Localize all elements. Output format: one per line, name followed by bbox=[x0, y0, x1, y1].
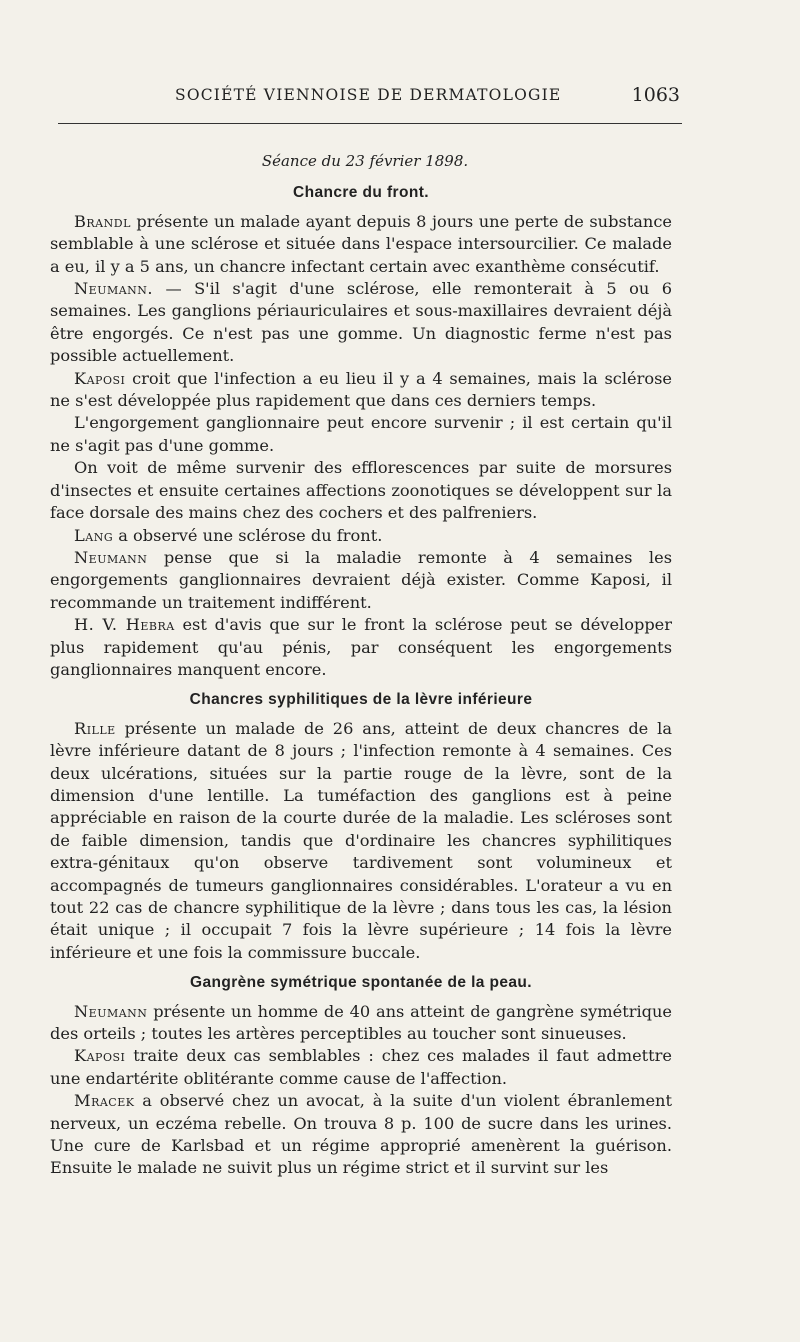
session-date: Séance du 23 février 1898. bbox=[261, 152, 469, 170]
speaker-name: Rille bbox=[74, 718, 116, 738]
paragraph bbox=[50, 1001, 672, 1046]
speaker-name: Neumann bbox=[74, 547, 148, 567]
section-title: Gangrène symétrique spontanée de la peau. bbox=[190, 974, 532, 992]
section-gangrene-symetrique bbox=[50, 972, 672, 1180]
header-rule bbox=[58, 123, 682, 124]
speaker-name: Brandl bbox=[74, 211, 131, 231]
page-content bbox=[50, 150, 672, 1180]
paragraph-text: a observé une sclérose du front. bbox=[113, 525, 383, 545]
speaker-name: Kaposi bbox=[74, 368, 126, 388]
speaker-name: Neumann bbox=[74, 1001, 148, 1021]
section-title: Chancre du front. bbox=[293, 184, 429, 202]
section-title: Chancres syphilitiques de la lèvre inférieure bbox=[189, 691, 533, 709]
paragraph bbox=[50, 547, 672, 614]
paragraph-text: a observé chez un avocat, à la suite d'un violent ébranlement nerveux, un eczéma rebelle. On trouva 8 p. 100 de sucre dans les urines. Une cure de Karlsbad et un régime approprié amenèrent la guérison. Ensuite le malade ne suivit plus un régime strict et il survint sur les bbox=[50, 1091, 672, 1178]
running-title: SOCIÉTÉ VIENNOISE DE DERMATOLOGIE bbox=[175, 86, 562, 104]
paragraph bbox=[50, 1045, 672, 1090]
section-chancres-syphilitiques bbox=[50, 689, 672, 964]
speaker-name: Lang bbox=[74, 525, 114, 545]
paragraph bbox=[50, 718, 672, 964]
paragraph-text: — S'il s'agit d'une sclérose, elle remonterait à 5 ou 6 semaines. Les ganglions périauriculaires et sous-maxillaires devraient déjà être engorgés. Ce n'est pas une gomme. Un diagnostic ferme n'est pas possible actuellement. bbox=[50, 279, 672, 366]
paragraph-text: L'engorgement ganglionnaire peut encore survenir ; il est certain qu'il ne s'agit pas d'une gomme. bbox=[50, 413, 672, 455]
paragraph bbox=[50, 525, 672, 547]
page-number: 1063 bbox=[631, 84, 680, 106]
paragraph bbox=[50, 278, 672, 368]
speaker-name: Mracek bbox=[74, 1091, 135, 1111]
speaker-name: H. V. Hebra bbox=[74, 615, 175, 635]
speaker-name: Kaposi bbox=[74, 1046, 126, 1066]
section-chancre-du-front bbox=[50, 182, 672, 681]
paragraph-text: croit que l'infection a eu lieu il y a 4 semaines, mais la sclérose ne s'est développée plus rapidement que dans ces derniers temps. bbox=[50, 368, 672, 411]
paragraph bbox=[50, 457, 672, 524]
paragraph-text: présente un homme de 40 ans atteint de gangrène symétrique des orteils ; toutes les artères perceptibles au toucher sont sinueuses. bbox=[50, 1001, 672, 1044]
paragraph-text: On voit de même survenir des efflorescences par suite de morsures d'insectes et ensuite certaines affections zoonotiques se développent sur la face dorsale des mains chez des cochers et des palfreniers. bbox=[50, 458, 672, 523]
paragraph-text: pense que si la maladie remonte à 4 semaines les engorgements ganglionnaires devraient déjà exister. Comme Kaposi, il recommande un traitement indifférent. bbox=[50, 547, 672, 612]
paragraph-text: est d'avis que sur le front la sclérose peut se développer plus rapidement qu'au pénis, par conséquent les engorgements ganglionnaires manquent encore. bbox=[50, 615, 672, 679]
paragraph bbox=[50, 1090, 672, 1180]
paragraph bbox=[50, 211, 672, 278]
speaker-name: Neumann. bbox=[74, 279, 154, 299]
paragraph bbox=[50, 412, 672, 457]
paragraph-text: présente un malade ayant depuis 8 jours une perte de substance semblable à une sclérose et située dans l'espace intersourcilier. Ce malade a eu, il y a 5 ans, un chancre infectant certain avec exanthème consécutif. bbox=[50, 211, 672, 276]
paragraph-text: présente un malade de 26 ans, atteint de deux chancres de la lèvre inférieure datant de 8 jours ; l'infection remonte à 4 semaines. Ces deux ulcérations, situées sur la partie rouge de la lèvre, sont de la dimension d'une lentille. La tuméfaction des ganglions est à peine appréciable en raison de la courte durée de la maladie. Les scléroses sont de faible dimension, tandis que d'ordinaire les chancres syphilitiques extra-génitaux qu'on observe tardivement sont volumineux et accompagnés de tumeurs ganglionnaires considérables. L'orateur a vu en tout 22 cas de chancre syphilitique de la lèvre ; dans tous les cas, la lésion était unique ; il occupait 7 fois la lèvre supérieure ; 14 fois la lèvre inférieure et une fois la commissure buccale. bbox=[50, 718, 672, 962]
paragraph bbox=[50, 614, 672, 681]
page-header bbox=[48, 86, 680, 112]
paragraph bbox=[50, 368, 672, 413]
paragraph-text: traite deux cas semblables : chez ces malades il faut admettre une endartérite oblitérante comme cause de l'affection. bbox=[50, 1046, 672, 1088]
